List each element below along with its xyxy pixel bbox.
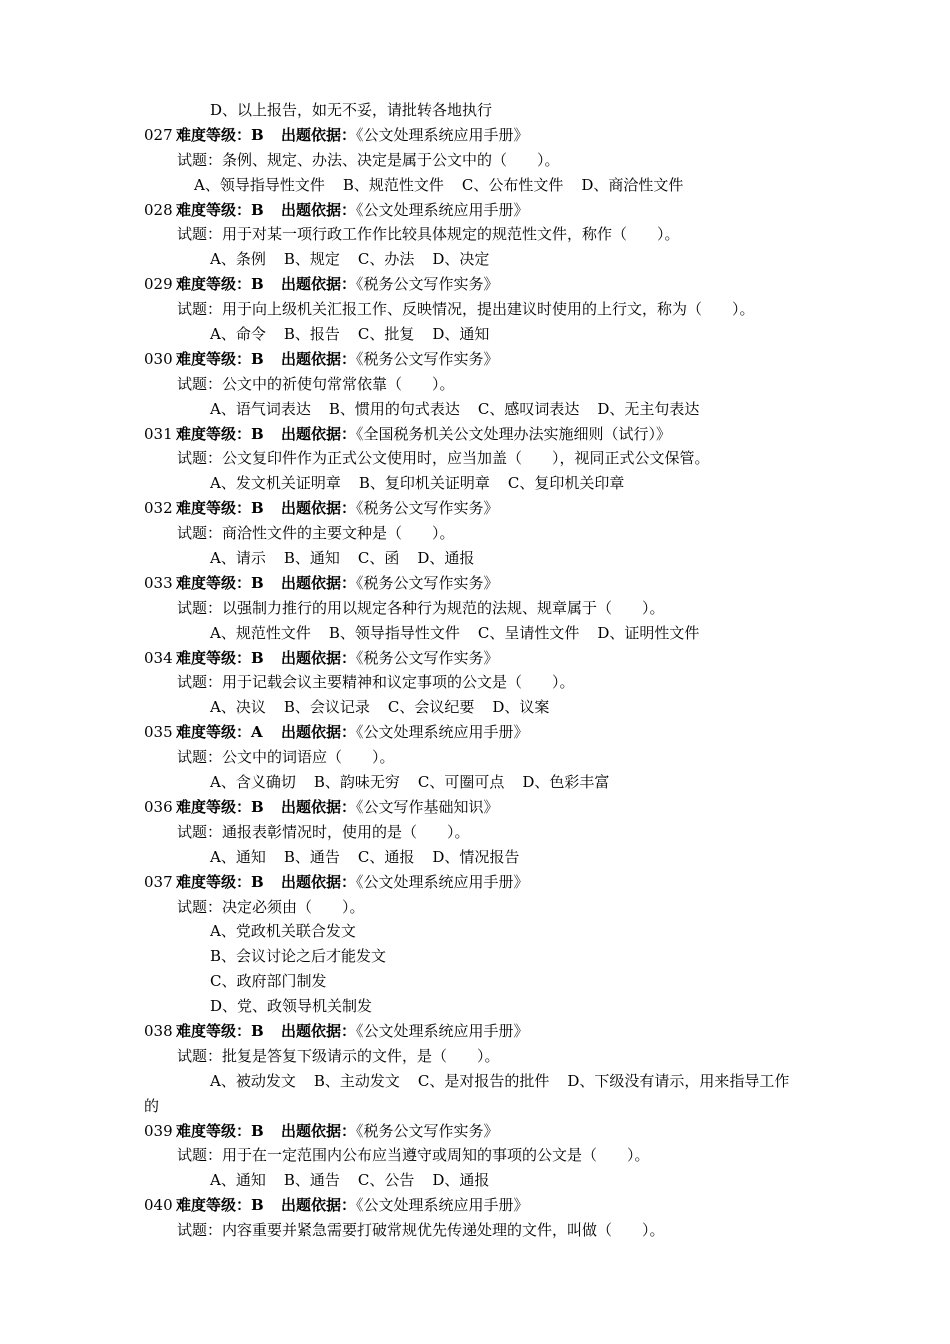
option: A、请示 bbox=[210, 549, 266, 568]
question-header bbox=[0, 646, 950, 671]
level-label: 难度等级： bbox=[176, 125, 252, 144]
option: C、是对报告的批件 bbox=[417, 1071, 550, 1090]
basis-label: 出题依据： bbox=[281, 1196, 357, 1215]
question-text bbox=[0, 297, 950, 322]
options-row bbox=[0, 621, 950, 646]
question-body: 以强制力推行的用以规定各种行为规范的法规、规章属于（ ）。 bbox=[222, 598, 665, 617]
question-text bbox=[0, 222, 950, 247]
level-label: 难度等级： bbox=[176, 1196, 252, 1215]
question-header bbox=[0, 1019, 950, 1044]
question-number: 031 bbox=[144, 424, 173, 443]
option: A、被动发文 bbox=[210, 1071, 296, 1090]
options-row bbox=[0, 247, 950, 272]
option: A、决议 bbox=[210, 698, 266, 717]
level-value: B bbox=[251, 424, 264, 443]
question-number: 030 bbox=[144, 349, 173, 368]
option: A、含义确切 bbox=[210, 773, 296, 792]
option: B、规范性文件 bbox=[342, 175, 444, 194]
question-number: 036 bbox=[144, 797, 173, 816]
question-text bbox=[0, 1044, 950, 1069]
question-header bbox=[0, 123, 950, 148]
option: B、报告 bbox=[283, 325, 340, 344]
question-body: 用于记载会议主要精神和议定事项的公文是（ ）。 bbox=[222, 673, 575, 692]
question-text bbox=[0, 372, 950, 397]
question-number: 032 bbox=[144, 499, 173, 518]
question-label: 试题： bbox=[177, 150, 223, 169]
level-value: B bbox=[251, 125, 264, 144]
option: D、无主句表达 bbox=[597, 399, 700, 418]
option: B、韵味无穷 bbox=[313, 773, 400, 792]
option: C、会议纪要 bbox=[387, 698, 475, 717]
question-number: 029 bbox=[144, 275, 173, 294]
level-value: B bbox=[251, 797, 264, 816]
basis-label: 出题依据： bbox=[281, 349, 357, 368]
basis-value: 《全国税务机关公文处理办法实施细则（试行）》 bbox=[356, 424, 672, 443]
option: A、党政机关联合发文 bbox=[210, 922, 356, 941]
basis-label: 出题依据： bbox=[281, 723, 357, 742]
question-body: 公文中的词语应（ ）。 bbox=[222, 748, 395, 767]
question-body: 批复是答复下级请示的文件，是（ ）。 bbox=[222, 1046, 500, 1065]
question-text bbox=[0, 1218, 950, 1243]
option: B、通知 bbox=[283, 549, 340, 568]
question-number: 033 bbox=[144, 573, 173, 592]
level-value: B bbox=[251, 1121, 264, 1140]
option: B、主动发文 bbox=[313, 1071, 400, 1090]
option: C、通报 bbox=[357, 847, 415, 866]
level-value: B bbox=[251, 1021, 264, 1040]
question-label: 试题： bbox=[177, 1221, 223, 1240]
question-label: 试题： bbox=[177, 449, 223, 468]
options-row bbox=[0, 845, 950, 870]
level-value: B bbox=[251, 275, 264, 294]
option: C、批复 bbox=[357, 325, 415, 344]
level-value: B bbox=[251, 1196, 264, 1215]
level-label: 难度等级： bbox=[176, 424, 252, 443]
question-text bbox=[0, 895, 950, 920]
option: C、函 bbox=[357, 549, 400, 568]
level-label: 难度等级： bbox=[176, 1021, 252, 1040]
question-header bbox=[0, 571, 950, 596]
basis-value: 《税务公文写作实务》 bbox=[356, 499, 499, 518]
option: D、证明性文件 bbox=[597, 623, 700, 642]
level-label: 难度等级： bbox=[176, 499, 252, 518]
option: D、情况报告 bbox=[432, 847, 520, 866]
basis-label: 出题依据： bbox=[281, 200, 357, 219]
basis-value: 《税务公文写作实务》 bbox=[356, 648, 499, 667]
question-label: 试题： bbox=[177, 1146, 223, 1165]
question-text bbox=[0, 148, 950, 173]
option: D、色彩丰富 bbox=[522, 773, 610, 792]
option: C、办法 bbox=[357, 250, 415, 269]
options-row bbox=[0, 546, 950, 571]
options-row bbox=[0, 770, 950, 795]
option: A、语气词表达 bbox=[210, 399, 311, 418]
option: B、会议记录 bbox=[283, 698, 370, 717]
question-number: 040 bbox=[144, 1196, 173, 1215]
option: A、领导指导性文件 bbox=[194, 175, 325, 194]
question-text bbox=[0, 521, 950, 546]
question-number: 034 bbox=[144, 648, 173, 667]
question-header bbox=[0, 1119, 950, 1144]
question-header bbox=[0, 198, 950, 223]
option: C、可圈可点 bbox=[417, 773, 505, 792]
option: A、发文机关证明章 bbox=[210, 474, 341, 493]
level-label: 难度等级： bbox=[176, 1121, 252, 1140]
level-label: 难度等级： bbox=[176, 275, 252, 294]
basis-value: 《公文处理系统应用手册》 bbox=[356, 1196, 529, 1215]
option: A、通知 bbox=[210, 1171, 266, 1190]
options-row bbox=[0, 471, 950, 496]
question-body: 条例、规定、办法、决定是属于公文中的（ ）。 bbox=[222, 150, 560, 169]
level-value: B bbox=[251, 349, 264, 368]
option: C、复印机关印章 bbox=[507, 474, 625, 493]
level-label: 难度等级： bbox=[176, 200, 252, 219]
options-row bbox=[0, 1069, 950, 1094]
option: B、通告 bbox=[283, 1171, 340, 1190]
basis-label: 出题依据： bbox=[281, 797, 357, 816]
question-text bbox=[0, 596, 950, 621]
basis-label: 出题依据： bbox=[281, 573, 357, 592]
options-row bbox=[0, 397, 950, 422]
question-header bbox=[0, 1193, 950, 1218]
basis-label: 出题依据： bbox=[281, 1021, 357, 1040]
basis-value: 《税务公文写作实务》 bbox=[356, 349, 499, 368]
question-number: 037 bbox=[144, 872, 173, 891]
question-body: 公文中的祈使句常常依靠（ ）。 bbox=[222, 374, 455, 393]
basis-value: 《税务公文写作实务》 bbox=[356, 1121, 499, 1140]
option: C、政府部门制发 bbox=[210, 972, 327, 991]
options-row bbox=[0, 173, 950, 198]
question-body: 用于在一定范围内公布应当遵守或周知的事项的公文是（ ）。 bbox=[222, 1146, 650, 1165]
question-label: 试题： bbox=[177, 598, 223, 617]
option: A、规范性文件 bbox=[210, 623, 311, 642]
option: B、规定 bbox=[283, 250, 340, 269]
level-value: B bbox=[251, 573, 264, 592]
option: B、领导指导性文件 bbox=[328, 623, 460, 642]
level-label: 难度等级： bbox=[176, 723, 252, 742]
question-number: 027 bbox=[144, 125, 173, 144]
option: A、条例 bbox=[210, 250, 266, 269]
document-page bbox=[0, 98, 950, 1243]
question-text bbox=[0, 820, 950, 845]
level-value: B bbox=[251, 499, 264, 518]
question-label: 试题： bbox=[177, 225, 223, 244]
question-body: 决定必须由（ ）。 bbox=[222, 897, 365, 916]
level-label: 难度等级： bbox=[176, 797, 252, 816]
options-row bbox=[0, 322, 950, 347]
option: A、通知 bbox=[210, 847, 266, 866]
question-label: 试题： bbox=[177, 1046, 223, 1065]
level-label: 难度等级： bbox=[176, 872, 252, 891]
basis-label: 出题依据： bbox=[281, 424, 357, 443]
option: D、商洽性文件 bbox=[581, 175, 684, 194]
basis-value: 《公文写作基础知识》 bbox=[356, 797, 499, 816]
option: B、会议讨论之后才能发文 bbox=[210, 947, 387, 966]
question-number: 039 bbox=[144, 1121, 173, 1140]
question-header bbox=[0, 496, 950, 521]
basis-label: 出题依据： bbox=[281, 499, 357, 518]
question-text bbox=[0, 1143, 950, 1168]
option: D、下级没有请示，用来指导工作 bbox=[567, 1071, 790, 1090]
level-label: 难度等级： bbox=[176, 648, 252, 667]
option: B、惯用的句式表达 bbox=[328, 399, 460, 418]
option: B、复印机关证明章 bbox=[358, 474, 490, 493]
question-label: 试题： bbox=[177, 897, 223, 916]
question-label: 试题： bbox=[177, 300, 223, 319]
question-number: 028 bbox=[144, 200, 173, 219]
question-body: 内容重要并紧急需要打破常规优先传递处理的文件，叫做（ ）。 bbox=[222, 1221, 665, 1240]
basis-label: 出题依据： bbox=[281, 872, 357, 891]
question-header bbox=[0, 347, 950, 372]
options-row bbox=[0, 1168, 950, 1193]
question-body: 商洽性文件的主要文种是（ ）。 bbox=[222, 524, 455, 543]
level-value: B bbox=[251, 872, 264, 891]
option: D、议案 bbox=[492, 698, 550, 717]
question-number: 038 bbox=[144, 1021, 173, 1040]
question-body: 用于向上级机关汇报工作、反映情况，提出建议时使用的上行文，称为（ ）。 bbox=[222, 300, 755, 319]
question-label: 试题： bbox=[177, 748, 223, 767]
question-header bbox=[0, 422, 950, 447]
question-label: 试题： bbox=[177, 524, 223, 543]
question-body: 公文复印件作为正式公文使用时，应当加盖（ ），视同正式公文保管。 bbox=[222, 449, 710, 468]
question-label: 试题： bbox=[177, 822, 223, 841]
question-header bbox=[0, 870, 950, 895]
option: C、感叹词表达 bbox=[477, 399, 580, 418]
option: D、通报 bbox=[432, 1171, 490, 1190]
option: C、呈请性文件 bbox=[477, 623, 580, 642]
option-continuation: 的 bbox=[144, 1096, 160, 1115]
question-body: 通报表彰情况时，使用的是（ ）。 bbox=[222, 822, 470, 841]
question-text bbox=[0, 446, 950, 471]
question-header bbox=[0, 720, 950, 745]
basis-value: 《公文处理系统应用手册》 bbox=[356, 1021, 529, 1040]
basis-value: 《税务公文写作实务》 bbox=[356, 573, 499, 592]
question-label: 试题： bbox=[177, 673, 223, 692]
question-header bbox=[0, 795, 950, 820]
question-number: 035 bbox=[144, 723, 173, 742]
options-row bbox=[0, 695, 950, 720]
question-text bbox=[0, 670, 950, 695]
level-value: B bbox=[251, 648, 264, 667]
basis-value: 《公文处理系统应用手册》 bbox=[356, 723, 529, 742]
question-body: 用于对某一项行政工作作比较具体规定的规范性文件，称作（ ）。 bbox=[222, 225, 680, 244]
question-label: 试题： bbox=[177, 374, 223, 393]
level-value: B bbox=[251, 200, 264, 219]
basis-value: 《公文处理系统应用手册》 bbox=[356, 125, 529, 144]
option: D、通报 bbox=[417, 549, 475, 568]
question-text bbox=[0, 745, 950, 770]
basis-label: 出题依据： bbox=[281, 275, 357, 294]
basis-value: 《公文处理系统应用手册》 bbox=[356, 200, 529, 219]
level-label: 难度等级： bbox=[176, 573, 252, 592]
level-value: A bbox=[251, 723, 263, 742]
basis-label: 出题依据： bbox=[281, 125, 357, 144]
basis-value: 《税务公文写作实务》 bbox=[356, 275, 499, 294]
option: D、决定 bbox=[432, 250, 490, 269]
lead-option: D、以上报告，如无不妥，请批转各地执行 bbox=[210, 101, 493, 119]
basis-label: 出题依据： bbox=[281, 648, 357, 667]
option: B、通告 bbox=[283, 847, 340, 866]
option: A、命令 bbox=[210, 325, 266, 344]
basis-label: 出题依据： bbox=[281, 1121, 357, 1140]
question-header bbox=[0, 272, 950, 297]
option: D、党、政领导机关制发 bbox=[210, 997, 373, 1016]
option: C、公告 bbox=[357, 1171, 415, 1190]
option: D、通知 bbox=[432, 325, 490, 344]
level-label: 难度等级： bbox=[176, 349, 252, 368]
option: C、公布性文件 bbox=[461, 175, 564, 194]
basis-value: 《公文处理系统应用手册》 bbox=[356, 872, 529, 891]
